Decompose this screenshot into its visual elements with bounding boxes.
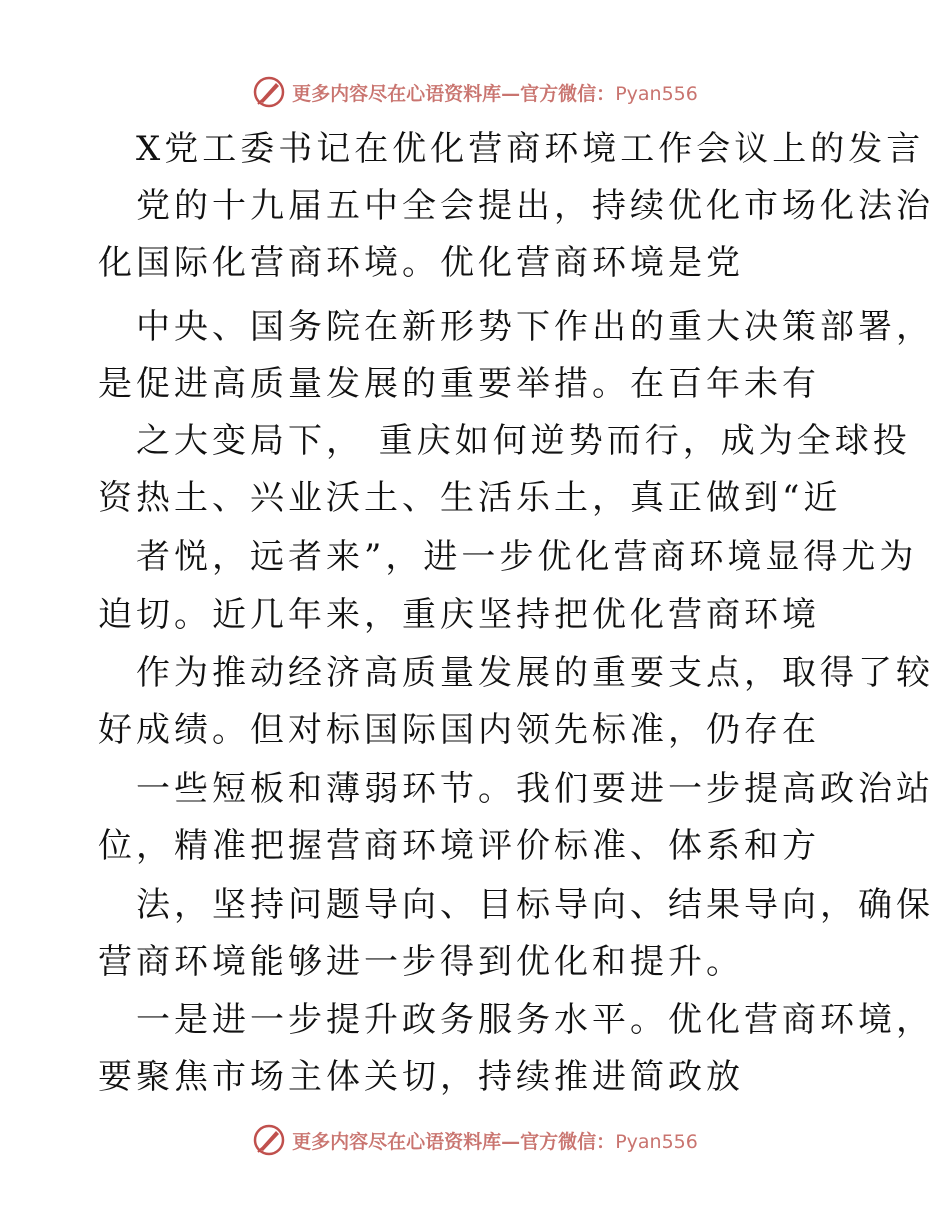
watermark-wechat-id: Pyan556	[615, 82, 698, 105]
document-line: 一些短板和薄弱环节。我们要进一步提高政治站	[136, 769, 934, 809]
quill-logo-icon	[252, 1123, 286, 1157]
document-line: 中央、国务院在新形势下作出的重大决策部署，	[136, 307, 934, 347]
watermark-text	[292, 79, 698, 106]
document-line: 法，坚持问题导向、目标导向、结果导向，确保	[136, 885, 934, 925]
document-line: 位，精准把握营商环境评价标准、体系和方	[98, 826, 820, 866]
quill-logo-icon	[252, 75, 286, 109]
watermark-separator: —	[501, 1130, 521, 1153]
document-line: 党的十九届五中全会提出，持续优化市场化法治	[136, 186, 934, 226]
document-line: 资热土、兴业沃土、生活乐土，真正做到“近	[98, 478, 842, 518]
document-line: 迫切。近几年来，重庆坚持把优化营商环境	[98, 595, 820, 635]
document-line: 要聚焦市场主体关切，持续推进简政放	[98, 1057, 744, 1097]
document-line: 好成绩。但对标国际国内领先标准，仍存在	[98, 710, 820, 750]
header-watermark	[0, 72, 950, 112]
document-line: 作为推动经济高质量发展的重要支点，取得了较	[136, 653, 934, 693]
watermark-wechat-label: 官方微信：	[520, 82, 616, 105]
watermark-site-text: 更多内容尽在心语资料库	[292, 1130, 502, 1153]
document-line: 之大变局下， 重庆如何逆势而行，成为全球投	[136, 421, 911, 461]
document-line: 者悦，远者来”，进一步优化营商环境显得尤为	[136, 537, 918, 577]
document-line: 一是进一步提升政务服务水平。优化营商环境，	[136, 1000, 934, 1040]
watermark-site-text: 更多内容尽在心语资料库	[292, 82, 502, 105]
watermark-separator: —	[501, 82, 521, 105]
document-line: 营商环境能够进一步得到优化和提升。	[98, 942, 744, 982]
document-line: 是促进高质量发展的重要举措。在百年未有	[98, 364, 820, 404]
document-title: X党工委书记在优化营商环境工作会议上的发言	[136, 129, 925, 169]
watermark-text	[292, 1127, 698, 1154]
document-line: 化国际化营商环境。优化营商环境是党	[98, 243, 744, 283]
watermark-wechat-label: 官方微信：	[520, 1130, 616, 1153]
watermark-wechat-id: Pyan556	[615, 1130, 698, 1153]
footer-watermark	[0, 1120, 950, 1160]
